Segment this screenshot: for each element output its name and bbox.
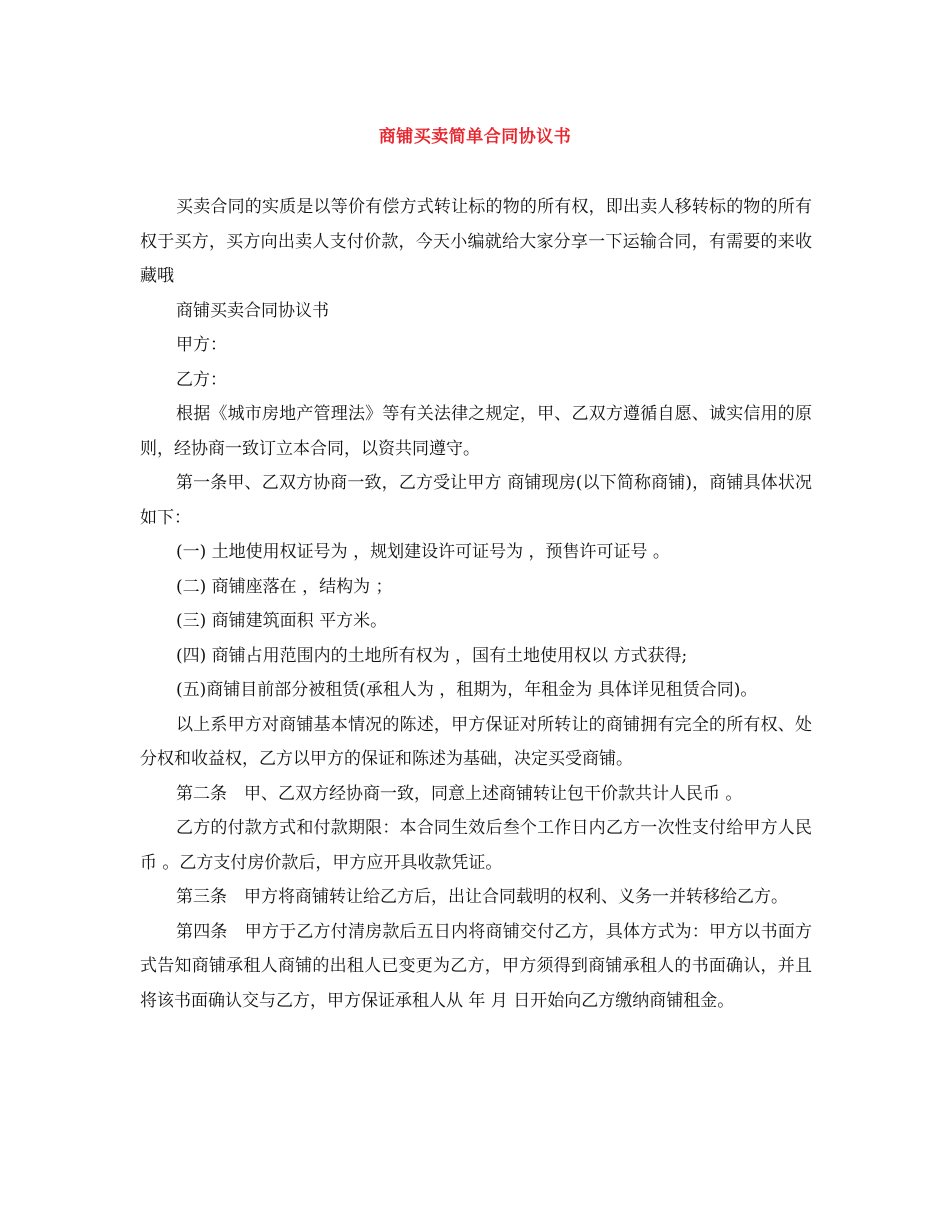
paragraph-legal-basis: 根据《城市房地产管理法》等有关法律之规定，甲、乙双方遵循自愿、诚实信用的原则，经协商一致订立本合同，以资共同遵守。 [140,404,812,459]
paragraph-party-b: 乙方： [176,369,227,390]
paragraph-item-3: (三) 商铺建筑面积 平方米。 [176,611,388,631]
paragraph-party-a: 甲方： [176,335,227,355]
paragraph-article-4: 第四条 甲方于乙方付清房款后五日内将商铺交付乙方，具体方式为：甲方以书面方式告知商铺承租人商铺的出租人已变更为乙方，甲方须得到商铺承租人的书面确认，并且将该书面确认交与乙方，甲方保证承租人从 年 月 日开始向乙方缴纳商铺租金。 [140,921,812,1011]
paragraph-item-4: (四) 商铺占用范围内的土地所有权为 ，国有土地使用权以 方式获得; [176,645,688,666]
paragraph-intro: 买卖合同的实质是以等价有偿方式转让标的物的所有权，即出卖人移转标的物的所有权于买方，买方向出卖人支付价款，今天小编就给大家分享一下运输合同，有需要的来收藏哦 [140,197,812,286]
paragraph-contract-name: 商铺买卖合同协议书 [176,300,329,321]
paragraph-item-1: (一) 土地使用权证号为 ，规划建设许可证号为 ，预售许可证号 。 [176,542,670,562]
document-body [140,190,812,1018]
paragraph-article-1: 第一条甲、乙双方协商一致，乙方受让甲方 商铺现房(以下简称商铺)，商铺具体状况如下： [140,473,812,528]
paragraph-payment: 乙方的付款方式和付款期限：本合同生效后叁个工作日内乙方一次性支付给甲方人民币 。乙方支付房价款后，甲方应开具收款凭证。 [140,818,812,873]
paragraph-item-5: (五)商铺目前部分被租赁(承租人为 ，租期为，年租金为 具体详见租赁合同)。 [176,680,758,700]
paragraph-item-2: (二) 商铺座落在 ，结构为 ； [176,576,393,597]
paragraph-statement: 以上系甲方对商铺基本情况的陈述，甲方保证对所转让的商铺拥有完全的所有权、处分权和收益权，乙方以甲方的保证和陈述为基础，决定买受商铺。 [140,714,812,769]
paragraph-article-3: 第三条 甲方将商铺转让给乙方后，出让合同载明的权利、义务一并转移给乙方。 [176,887,788,907]
paragraph-article-2: 第二条 甲、乙双方经协商一致，同意上述商铺转让包干价款共计人民币 。 [176,783,743,804]
document-title: 商铺买卖简单合同协议书 [378,127,572,147]
